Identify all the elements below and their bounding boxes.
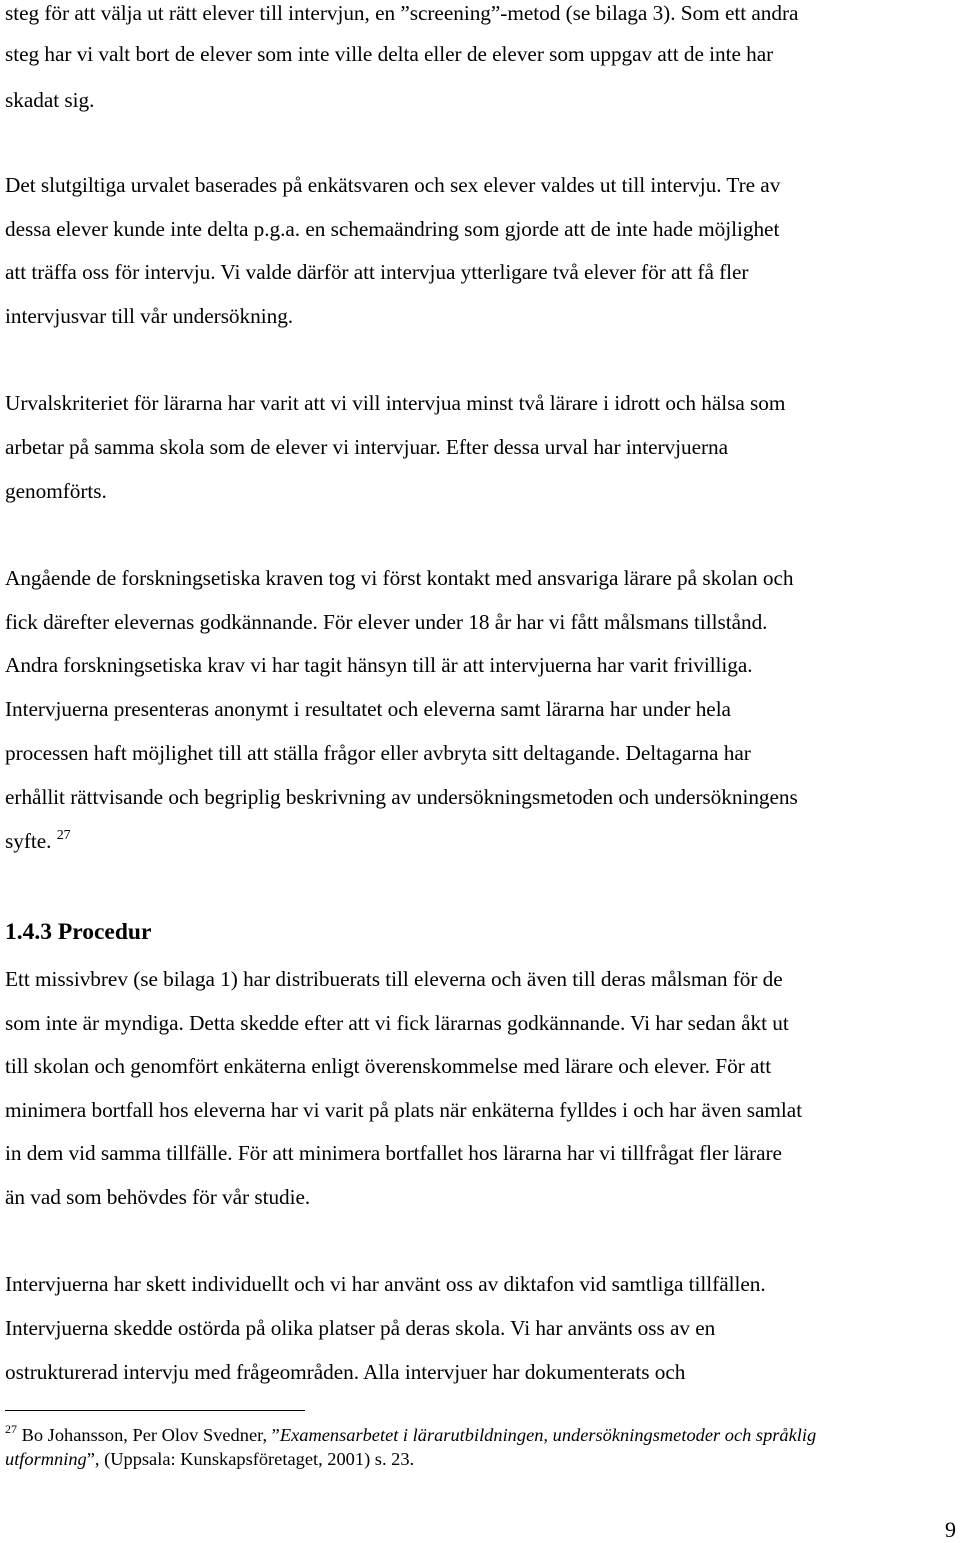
text-line: minimera bortfall hos eleverna har vi varit på plats när enkäterna fylldes i och har även samlat xyxy=(5,1098,803,1122)
text-line: till skolan och genomfört enkäterna enligt överenskommelse med lärare och elever. För att xyxy=(5,1054,772,1078)
text-line: steg har vi valt bort de elever som inte ville delta eller de elever som uppgav att de inte har xyxy=(5,42,774,66)
text-line: dessa elever kunde inte delta p.g.a. en schemaändring som gjorde att de inte hade möjlighet xyxy=(5,217,780,241)
text-line: fick därefter elevernas godkännande. För elever under 18 år har vi fått målsmans tillstånd. xyxy=(5,610,768,634)
footnote-publication: ”, (Uppsala: Kunskapsföretaget, 2001) s. 23. xyxy=(86,1449,415,1469)
text-line: Det slutgiltiga urvalet baserades på enkätsvaren och sex elever valdes ut till intervju. Tre av xyxy=(5,173,781,197)
text-line: Intervjuerna har skett individuellt och vi har använt oss av diktafon vid samtliga tillfällen. xyxy=(5,1272,766,1296)
text-line: att träffa oss för intervju. Vi valde därför att intervjua ytterligare två elever för att få fler xyxy=(5,260,749,284)
text-line: Intervjuerna skedde ostörda på olika platser på deras skola. Vi har använts oss av en xyxy=(5,1316,716,1340)
footnote-authors: Bo Johansson, Per Olov Svedner, ” xyxy=(21,1425,280,1445)
footnote-reference[interactable]: 27 xyxy=(56,828,71,843)
text-line: som inte är myndiga. Detta skedde efter att vi fick lärarnas godkännande. Vi har sedan åkt ut xyxy=(5,1011,789,1035)
footnote-line xyxy=(5,1448,414,1470)
text-line: processen haft möjlighet till att ställa frågor eller avbryta sitt deltagande. Deltagarna har xyxy=(5,741,751,765)
text-line: Intervjuerna presenteras anonymt i resultatet och eleverna samt lärarna har under hela xyxy=(5,697,731,721)
footnote-line xyxy=(5,1424,816,1446)
footnote-title-cont: utformning xyxy=(5,1449,87,1469)
text-line: erhållit rättvisande och begriplig beskrivning av undersökningsmetoden och undersökningens xyxy=(5,785,798,809)
text-fragment: syfte. xyxy=(5,829,52,853)
text-line: genomförts. xyxy=(5,479,107,503)
text-line: Angående de forskningsetiska kraven tog vi först kontakt med ansvariga lärare på skolan och xyxy=(5,566,794,590)
text-line: skadat sig. xyxy=(5,88,95,112)
section-heading: 1.4.3 Procedur xyxy=(5,919,152,945)
text-line: steg för att välja ut rätt elever till intervjun, en ”screening”-metod (se bilaga 3). Som ett andra xyxy=(5,1,799,25)
page-number: 9 xyxy=(945,1517,956,1542)
text-line-last xyxy=(5,828,71,854)
footnote-title: Examensarbetet i lärarutbildningen, undersökningsmetoder och språklig xyxy=(279,1425,817,1445)
text-line: än vad som behövdes för vår studie. xyxy=(5,1185,311,1209)
text-line: Andra forskningsetiska krav vi har tagit hänsyn till är att intervjuerna har varit frivilliga. xyxy=(5,653,753,677)
text-line: intervjusvar till vår undersökning. xyxy=(5,304,294,328)
text-line: Ett missivbrev (se bilaga 1) har distribuerats till eleverna och även till deras målsman för de xyxy=(5,967,783,991)
footnote-number: 27 xyxy=(5,1422,17,1436)
text-line: Urvalskriteriet för lärarna har varit att vi vill intervjua minst två lärare i idrott och hälsa som xyxy=(5,391,786,415)
text-line: arbetar på samma skola som de elever vi intervjuar. Efter dessa urval har intervjuerna xyxy=(5,435,729,459)
text-line: ostrukturerad intervju med frågeområden. Alla intervjuer har dokumenterats och xyxy=(5,1360,686,1384)
text-line: in dem vid samma tillfälle. För att minimera bortfallet hos lärarna har vi tillfrågat fler lärare xyxy=(5,1141,782,1165)
footnote-separator xyxy=(5,1410,305,1411)
